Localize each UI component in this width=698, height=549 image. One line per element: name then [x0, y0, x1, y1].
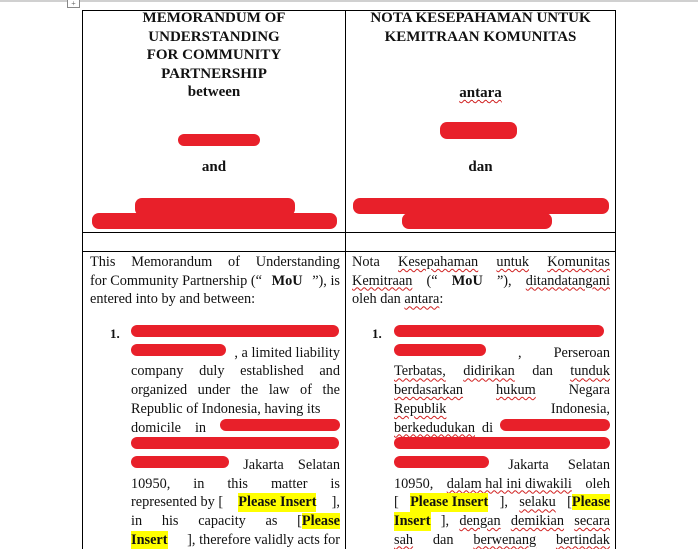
- text-segment: sah: [394, 531, 414, 548]
- title-line: NOTA KESEPAHAMAN UNTUK: [370, 10, 591, 26]
- text-segment: organized: [131, 382, 188, 399]
- text-line: [394, 325, 610, 344]
- table-border-right: [615, 10, 616, 549]
- text-line: [131, 437, 340, 456]
- text-segment: for Community Partnership (“: [90, 272, 262, 289]
- text-segment: MoU: [271, 272, 303, 289]
- between-label: antara: [459, 85, 502, 101]
- text-segment: of: [300, 382, 312, 399]
- text-segment: tunduk: [570, 363, 610, 380]
- text-line: [131, 475, 340, 494]
- text-segment: Negara: [568, 382, 610, 399]
- text-segment: antara: [404, 291, 440, 308]
- text-segment: ],: [440, 513, 450, 529]
- title-line: FOR COMMUNITY: [146, 47, 282, 64]
- text-segment: Nota: [352, 254, 380, 270]
- redaction: [131, 456, 229, 468]
- text-segment: berwenang: [473, 531, 537, 548]
- text-segment: in: [193, 475, 205, 492]
- and-label: dan: [468, 159, 493, 175]
- text-line: [394, 475, 610, 494]
- placeholder-highlight: Insert: [394, 513, 431, 529]
- text-segment: company: [131, 363, 184, 380]
- list-number: 1.: [110, 326, 120, 341]
- text-segment: ”),: [496, 272, 512, 289]
- text-line: [131, 325, 340, 344]
- text-line: [394, 512, 610, 531]
- text-segment: Republic of Indonesia, having its: [131, 400, 321, 417]
- text-segment: [Please: [567, 494, 610, 511]
- text-segment: dan: [532, 363, 553, 380]
- title-line: PARTNERSHIP: [161, 65, 267, 82]
- text-segment: oleh: [581, 475, 610, 492]
- redaction: [220, 419, 340, 431]
- text-segment: (“: [426, 272, 438, 289]
- placeholder-highlight: Please: [571, 494, 610, 511]
- text-line: [131, 493, 340, 512]
- text-segment: established: [240, 363, 304, 380]
- text-segment: is: [330, 475, 340, 492]
- text-line: [90, 290, 340, 309]
- text-segment: ditandatangani: [525, 272, 610, 289]
- text-segment: in: [131, 513, 143, 529]
- text-segment: 10950,: [131, 475, 171, 492]
- text-segment: ”), is: [312, 272, 340, 289]
- text-segment: MoU: [451, 272, 483, 289]
- text-line: [131, 381, 340, 400]
- title-line: KEMITRAAN KOMUNITAS: [384, 28, 577, 45]
- text-segment: [: [394, 494, 399, 511]
- title-line: UNDERSTANDING: [148, 28, 280, 45]
- text-segment: Komunitas: [547, 254, 610, 270]
- text-segment: Jakarta: [508, 456, 549, 473]
- text-line: [131, 456, 340, 475]
- text-segment: law: [268, 382, 290, 399]
- text-line: [352, 272, 610, 291]
- text-line: [131, 344, 340, 363]
- text-segment: dalam hal ini diwakili: [446, 475, 572, 492]
- text-segment: Understanding: [255, 254, 340, 270]
- text-segment: di: [478, 419, 497, 436]
- text-segment: secara: [574, 513, 610, 529]
- text-line: [394, 381, 610, 400]
- table-move-handle-icon[interactable]: +: [67, 0, 80, 8]
- text-segment: Republik: [394, 400, 447, 417]
- redaction: [131, 325, 339, 337]
- text-segment: Indonesia,: [550, 400, 610, 417]
- and-label: and: [201, 159, 227, 175]
- placeholder-highlight: Please Insert: [238, 494, 317, 511]
- text-segment: duly: [199, 363, 225, 380]
- text-segment: entered into by and between:: [90, 291, 256, 308]
- redaction: [394, 325, 604, 337]
- text-segment: his: [161, 513, 179, 529]
- text-segment: Kesepahaman: [398, 254, 479, 270]
- text-segment: ,: [518, 344, 522, 361]
- text-segment: untuk: [496, 254, 529, 270]
- redaction: [440, 122, 517, 139]
- redaction: [131, 437, 339, 449]
- redaction: [131, 344, 226, 356]
- redaction: [92, 213, 337, 229]
- placeholder-highlight: Insert: [131, 531, 168, 548]
- text-segment: demikian: [510, 513, 565, 529]
- text-segment: and: [319, 363, 340, 380]
- text-segment: Jakarta: [243, 456, 284, 473]
- text-segment: represented by [: [131, 494, 224, 511]
- text-segment: the: [240, 382, 259, 399]
- text-segment: ],: [499, 494, 508, 511]
- text-line: [131, 512, 340, 531]
- redaction: [500, 419, 610, 431]
- redaction: [402, 213, 552, 229]
- text-line: [394, 362, 610, 381]
- text-segment: under: [197, 382, 231, 399]
- redaction: [394, 437, 610, 449]
- text-line: [394, 344, 610, 363]
- text-segment: domicile: [131, 419, 182, 436]
- text-segment: oleh dan: [352, 291, 405, 308]
- text-segment: ],: [331, 494, 340, 511]
- text-segment: the: [322, 382, 340, 399]
- text-line: [394, 419, 610, 438]
- text-segment: :: [439, 291, 444, 308]
- text-line: [90, 253, 340, 272]
- text-line: [352, 253, 610, 272]
- text-segment: berdasarkan: [394, 382, 464, 399]
- list-number: 1.: [372, 326, 382, 341]
- text-segment: capacity: [198, 513, 246, 529]
- text-line: [394, 531, 610, 549]
- text-line: [131, 362, 340, 381]
- text-segment: as: [265, 513, 278, 529]
- text-segment: berkedudukan: [394, 419, 475, 436]
- text-line: [394, 493, 610, 512]
- text-segment: Memorandum: [131, 254, 213, 270]
- page-top-edge: [0, 0, 698, 2]
- between-label: between: [187, 84, 241, 101]
- text-segment: Kemitraan: [352, 272, 413, 289]
- text-segment: Terbatas,: [394, 363, 446, 380]
- redaction: [353, 198, 609, 214]
- placeholder-highlight: Please: [301, 513, 340, 529]
- text-segment: Selatan: [567, 456, 610, 473]
- text-segment: dan: [432, 531, 454, 548]
- text-segment: matter: [270, 475, 308, 492]
- text-segment: ], therefore validly acts for: [187, 531, 340, 548]
- text-line: [394, 437, 610, 456]
- text-segment: , a limited liability: [234, 344, 340, 361]
- text-segment: 10950,: [394, 475, 437, 492]
- text-segment: of: [228, 254, 240, 270]
- table-row-divider: [82, 251, 616, 252]
- header-title-left: [83, 9, 345, 102]
- title-line: MEMORANDUM OF: [142, 10, 286, 26]
- text-line: [131, 400, 340, 419]
- redaction: [178, 134, 260, 146]
- text-segment: this: [227, 475, 248, 492]
- text-line: [131, 419, 340, 438]
- text-line: [352, 290, 610, 309]
- header-title-right: [346, 9, 615, 46]
- text-line: [394, 400, 610, 419]
- text-segment: Perseroan: [553, 344, 610, 361]
- redaction: [394, 344, 486, 356]
- redaction: [394, 456, 489, 468]
- text-segment: dengan: [459, 513, 501, 529]
- text-segment: Selatan: [297, 456, 340, 473]
- text-segment: hukum: [496, 382, 536, 399]
- placeholder-highlight: Please Insert: [410, 494, 489, 511]
- text-segment: bertindak: [555, 531, 610, 548]
- text-segment: in: [194, 419, 207, 436]
- text-segment: [Please: [297, 513, 340, 529]
- table-row-divider: [82, 232, 616, 233]
- text-segment: didirikan: [463, 363, 515, 380]
- text-segment: This: [90, 254, 116, 270]
- text-line: [131, 531, 340, 549]
- text-segment: selaku: [519, 494, 556, 511]
- text-line: [90, 272, 340, 291]
- text-line: [394, 456, 610, 475]
